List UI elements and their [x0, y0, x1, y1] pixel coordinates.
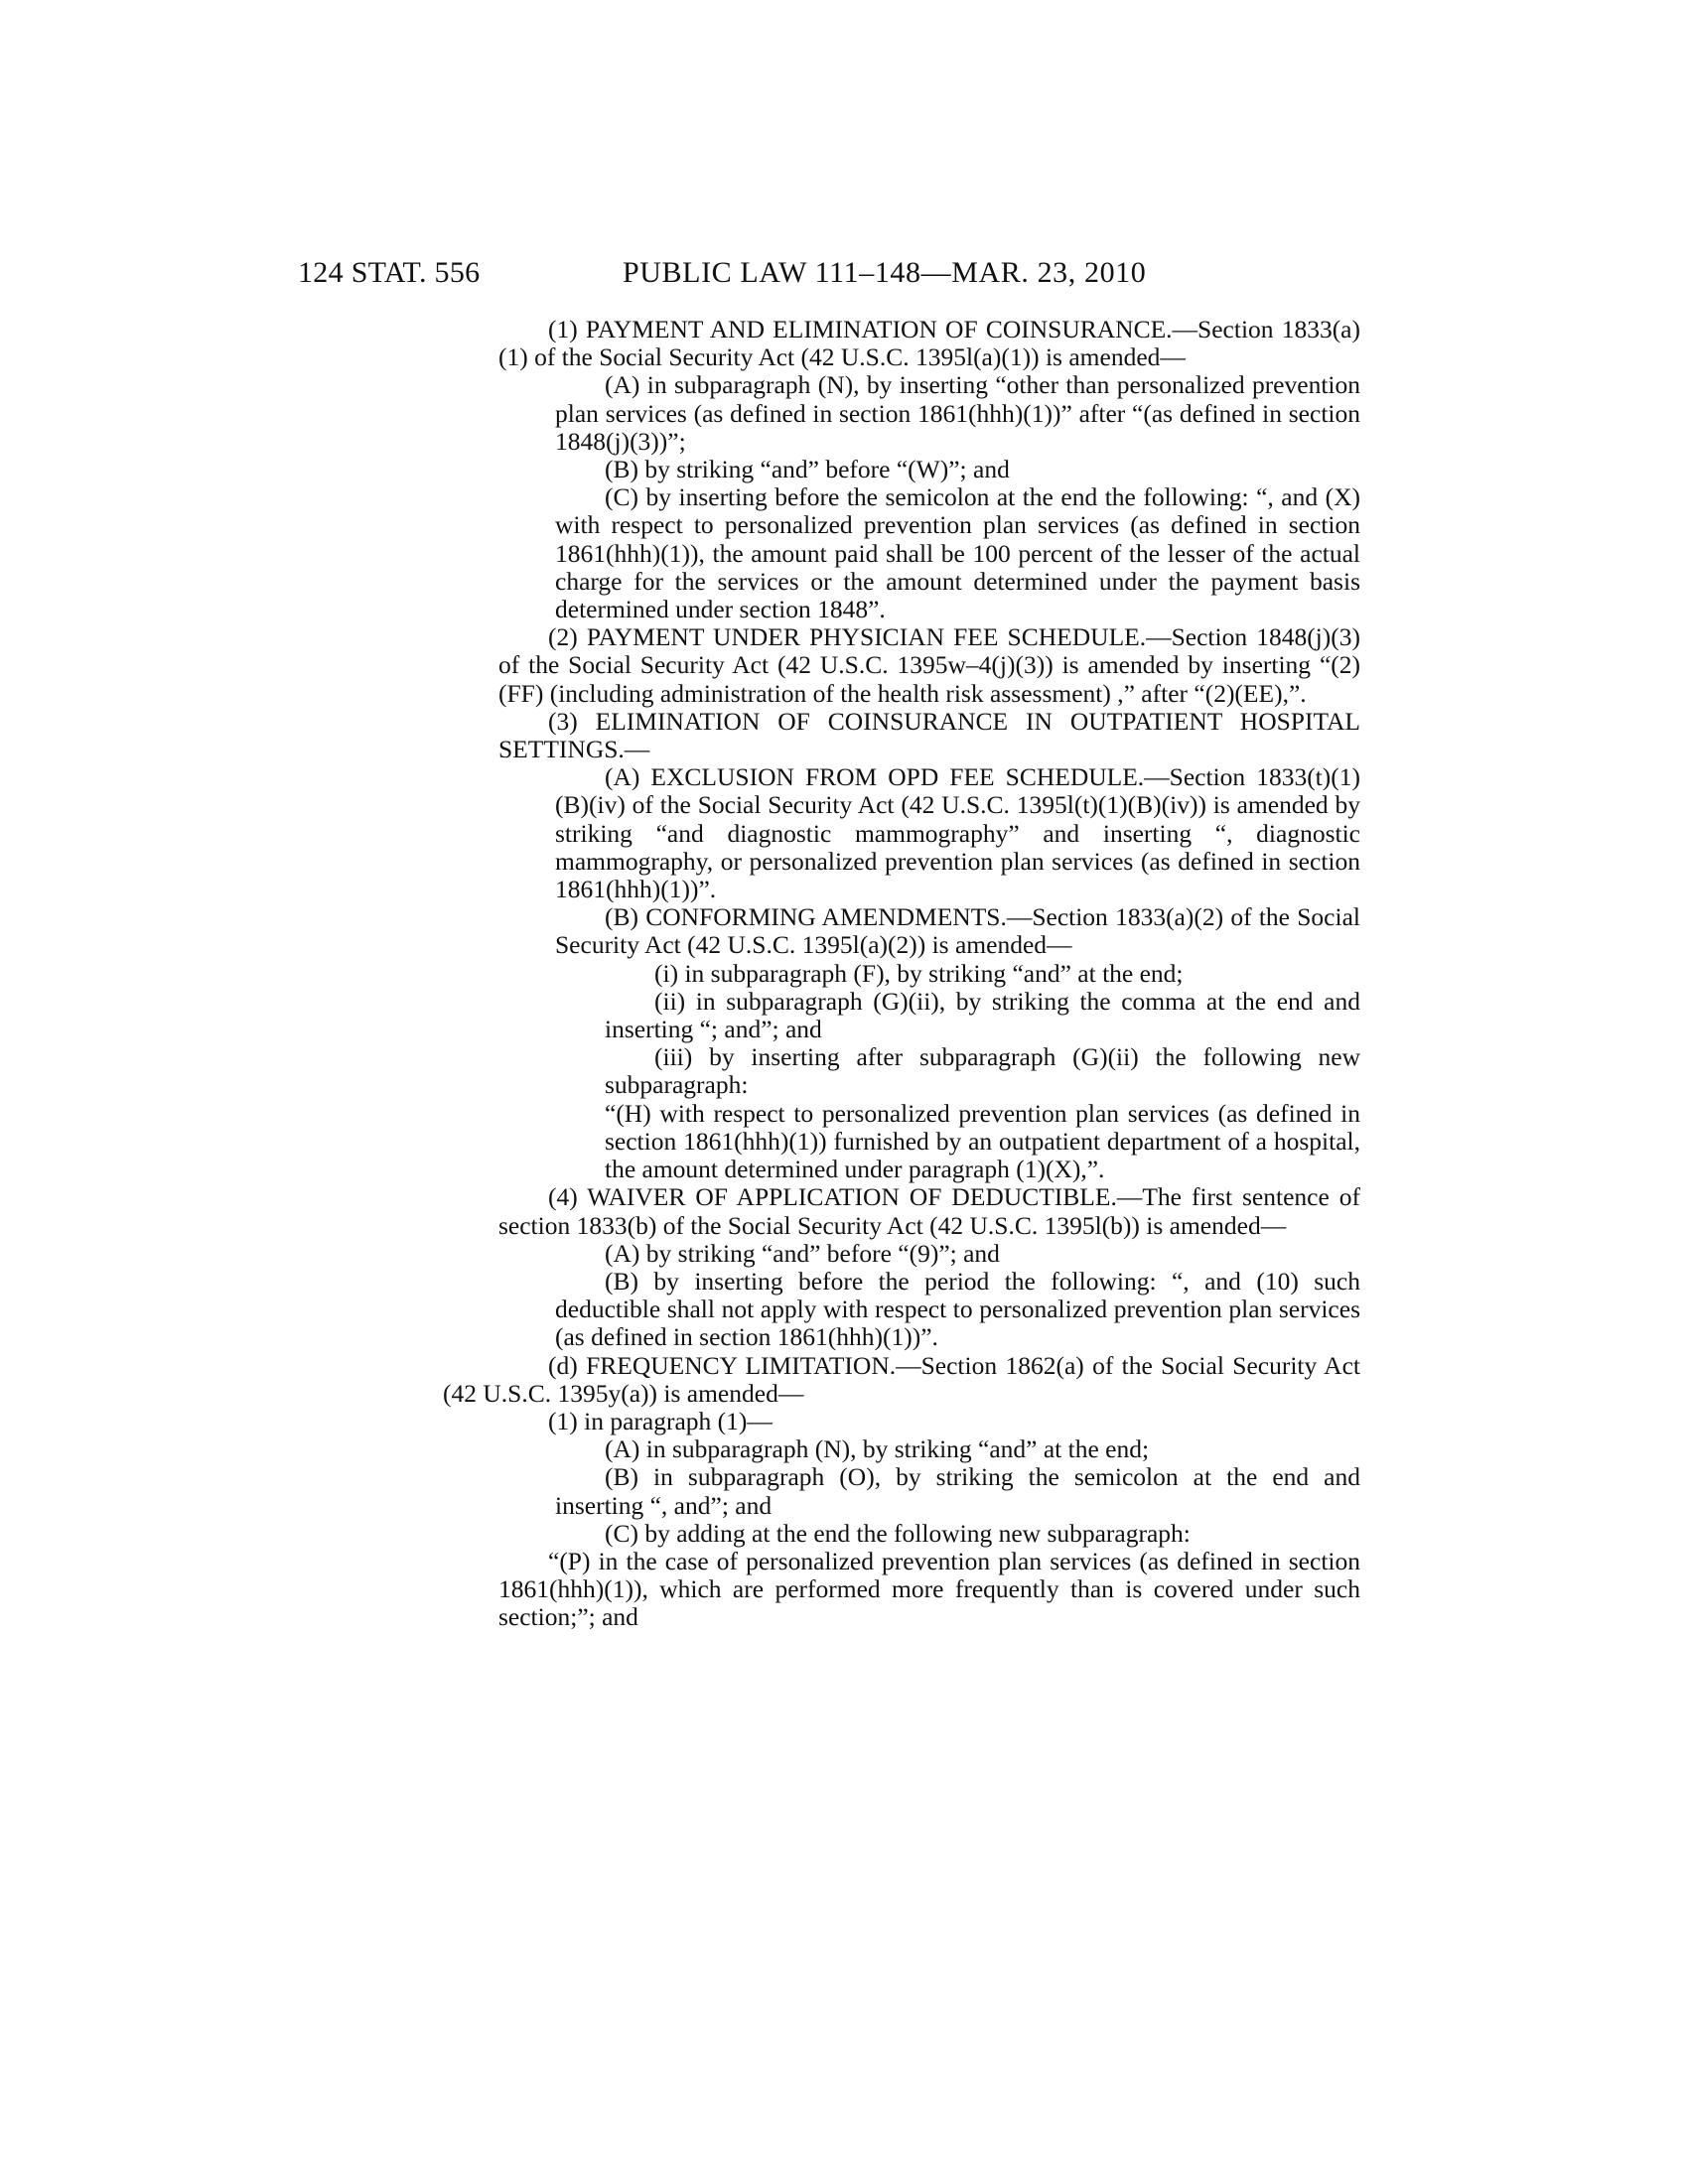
running-title: PUBLIC LAW 111–148—MAR. 23, 2010 — [623, 256, 1147, 289]
paragraph-4: (4) WAIVER OF APPLICATION OF DEDUCTIBLE.—The first sentence of section 1833(b) of the Social Security Act (42 U.S.C. 1395l(b)) is amended— — [498, 1182, 1360, 1240]
subsection-d-1-b: (B) in subparagraph (O), by striking the semicolon at the end and inserting “, and”; and — [555, 1462, 1360, 1520]
subsection-d-1-a: (A) in subparagraph (N), by striking “and” at the end; — [605, 1434, 1150, 1464]
paragraph-1-a: (A) in subparagraph (N), by inserting “other than personalized prevention plan services (as defined in section 1861(hhh)(1))” after “(as defined in section 1848(j)(3))”; — [555, 370, 1360, 456]
paragraph-3: (3) ELIMINATION OF COINSURANCE IN OUTPATIENT HOSPITAL SETTINGS.— — [498, 706, 1360, 764]
paragraph-3-b-h-quoted: “(H) with respect to personalized prevention plan services (as defined in section 1861(hhh)(1)) furnished by an outpatient department of a hospital, the amount determined under paragraph (1)(X),”. — [605, 1098, 1360, 1184]
paragraph-3-b-i: (i) in subparagraph (F), by striking “and” at the end; — [654, 958, 1184, 988]
paragraph-3-b-iii: (iii) by inserting after subparagraph (G)(ii) the following new subparagraph: — [605, 1042, 1360, 1100]
subsection-d-1: (1) in paragraph (1)— — [548, 1406, 773, 1435]
paragraph-1: (1) PAYMENT AND ELIMINATION OF COINSURANCE.—Section 1833(a)(1) of the Social Security Act (42 U.S.C. 1395l(a)(1)) is amended— — [498, 315, 1360, 372]
paragraph-1-c: (C) by inserting before the semicolon at the end the following: “, and (X) with respect to personalized prevention plan services (as defined in section 1861(hhh)(1)), the amount paid shall be 100 percent of the lesser of the actual charge for the services or the amount determined under the payment basis determined under section 1848”. — [555, 482, 1360, 624]
paragraph-4-b: (B) by inserting before the period the following: “, and (10) such deductible shall not apply with respect to personalized prevention plan services (as defined in section 1861(hhh)(1))”. — [555, 1266, 1360, 1352]
subsection-d-1-p-quoted: “(P) in the case of personalized prevention plan services (as defined in section 1861(hhh)(1)), which are performed more frequently than is covered under such section;”; and — [498, 1546, 1360, 1632]
paragraph-3-b-ii: (ii) in subparagraph (G)(ii), by striking the comma at the end and inserting “; and”; and — [605, 986, 1360, 1044]
statute-page-number: 124 STAT. 556 — [298, 256, 481, 289]
document-body — [443, 315, 1360, 1632]
paragraph-2: (2) PAYMENT UNDER PHYSICIAN FEE SCHEDULE.—Section 1848(j)(3) of the Social Security Act (42 U.S.C. 1395w–4(j)(3)) is amended by inserting “(2)(FF) (including administration of the health risk assessment) ,” after “(2)(EE),”. — [498, 622, 1360, 708]
paragraph-3-b: (B) CONFORMING AMENDMENTS.—Section 1833(a)(2) of the Social Security Act (42 U.S.C. 1395l(a)(2)) is amended— — [555, 902, 1360, 960]
paragraph-1-b: (B) by striking “and” before “(W)”; and — [605, 455, 1010, 484]
subsection-d-1-c: (C) by adding at the end the following new subparagraph: — [605, 1518, 1191, 1548]
subsection-d: (d) FREQUENCY LIMITATION.—Section 1862(a) of the Social Security Act (42 U.S.C. 1395y(a)) is amended— — [443, 1350, 1360, 1408]
paragraph-4-a: (A) by striking “and” before “(9)”; and — [605, 1238, 1000, 1268]
paragraph-3-a: (A) EXCLUSION FROM OPD FEE SCHEDULE.—Section 1833(t)(1)(B)(iv) of the Social Security Act (42 U.S.C. 1395l(t)(1)(B)(iv)) is amended by striking “and diagnostic mammography” and inserting “, diagnostic mammography, or personalized prevention plan services (as defined in section 1861(hhh)(1))”. — [555, 762, 1360, 904]
page-header — [0, 256, 1688, 296]
